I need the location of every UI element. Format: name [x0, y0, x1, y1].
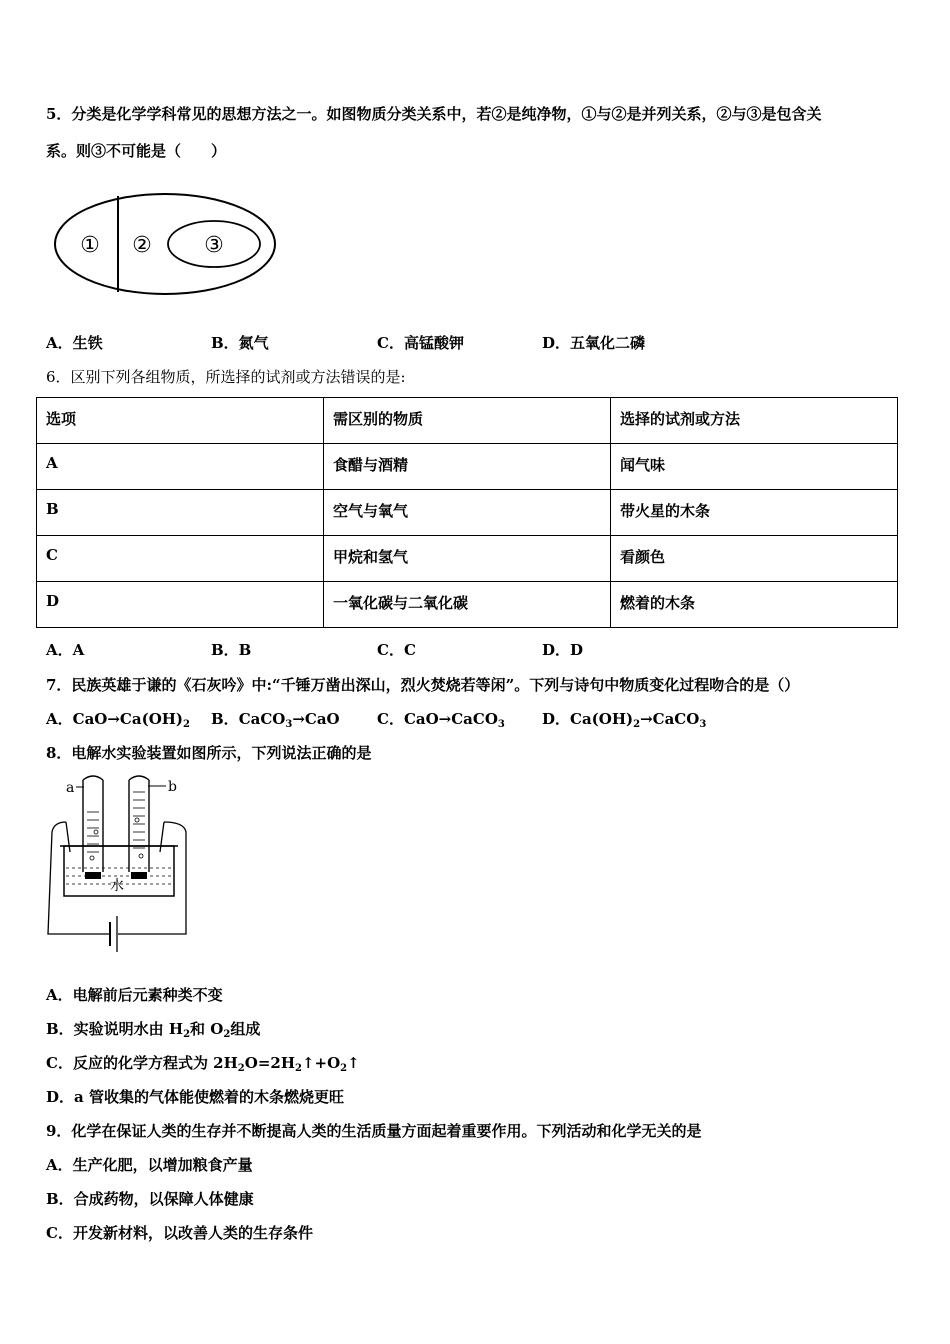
table-cell: C: [37, 536, 324, 582]
q6-option-c: C．C: [377, 641, 416, 659]
q6-option-d: D．D: [542, 641, 584, 659]
table-cell: A: [37, 444, 324, 490]
q8-option-a: A．电解前后元素种类不变: [46, 986, 223, 1004]
table-cell: 一氧化碳与二氧化碳: [324, 582, 611, 628]
q7-option-a: A．$CaO\to Ca(OH)_2$: [46, 710, 190, 730]
q9-option-c: C．开发新材料，以改善人类的生存条件: [46, 1224, 313, 1242]
table-cell: 带火星的木条: [611, 490, 898, 536]
tube-label-b: b: [168, 779, 177, 795]
q7-option-b: B．CaCO$_3$→CaO: [211, 710, 340, 730]
table-row: [37, 536, 898, 582]
q5-option-a: A．生铁: [46, 334, 103, 352]
table-cell: 看颜色: [611, 536, 898, 582]
tube-label-a: a: [66, 780, 75, 796]
q8-option-c: C．反应的化学方程式为 $2H_2O=2H_2↑+O_2↑$: [46, 1054, 360, 1074]
q5-option-c: C．高锰酸钾: [377, 334, 464, 352]
table-header-cell: 选项: [37, 398, 324, 444]
table-cell: 闻气味: [611, 444, 898, 490]
q8-option-b: B．实验说明水由 $H_2$和 $O_2$组成: [46, 1020, 261, 1040]
diagram-label-2: ②: [132, 233, 152, 258]
q8-stem: 8．电解水实验装置如图所示，下列说法正确的是: [46, 744, 372, 762]
q8-option-d: D．a 管收集的气体能使燃着的木条燃烧更旺: [46, 1088, 344, 1106]
table-row: [37, 582, 898, 628]
table-cell: D: [37, 582, 324, 628]
table-cell: 燃着的木条: [611, 582, 898, 628]
table-cell: 甲烷和氢气: [324, 536, 611, 582]
table-cell: 食醋与酒精: [324, 444, 611, 490]
q7-option-d: D．$Ca(OH)_2\to CaCO_3$: [542, 710, 707, 730]
table-header-cell: 需区别的物质: [324, 398, 611, 444]
table-cell: B: [37, 490, 324, 536]
classification-diagram: [50, 190, 282, 302]
q5-option-b: B．氮气: [211, 334, 269, 352]
q6-stem: 6．区别下列各组物质，所选择的试剂或方法错误的是:: [46, 368, 406, 386]
water-label: 水: [110, 878, 124, 894]
table-row: [37, 444, 898, 490]
q7-stem: 7．民族英雄于谦的《石灰吟》中:“千锤万凿出深山，烈火焚烧若等闲”。下列与诗句中物质变化过程吻合的是（）: [46, 676, 800, 694]
q5-option-d: D．五氧化二磷: [542, 334, 646, 352]
diagram-label-1: ①: [80, 233, 100, 258]
diagram-label-3: ③: [204, 233, 224, 258]
q9-option-a: A．生产化肥，以增加粮食产量: [46, 1156, 253, 1174]
table-row: [37, 490, 898, 536]
table-header-row: [37, 398, 898, 444]
q5-stem-line1: 5．分类是化学学科常见的思想方法之一。如图物质分类关系中，若②是纯净物，①与②是并列关系，②与③是包含关: [46, 105, 822, 123]
q6-option-b: B．B: [211, 641, 252, 659]
table-header-cell: 选择的试剂或方法: [611, 398, 898, 444]
q7-option-c: C．CaO→CaCO$_3$: [377, 710, 505, 730]
q9-option-b: B．合成药物，以保障人体健康: [46, 1190, 254, 1208]
electrolysis-apparatus-diagram: [44, 772, 194, 952]
q6-table: [36, 397, 898, 628]
q5-stem-line2: 系。则③不可能是（ ）: [46, 142, 227, 160]
table-cell: 空气与氧气: [324, 490, 611, 536]
q9-stem: 9．化学在保证人类的生存并不断提高人类的生活质量方面起着重要作用。下列活动和化学无关的是: [46, 1122, 702, 1140]
q6-option-a: A．A: [46, 641, 85, 659]
